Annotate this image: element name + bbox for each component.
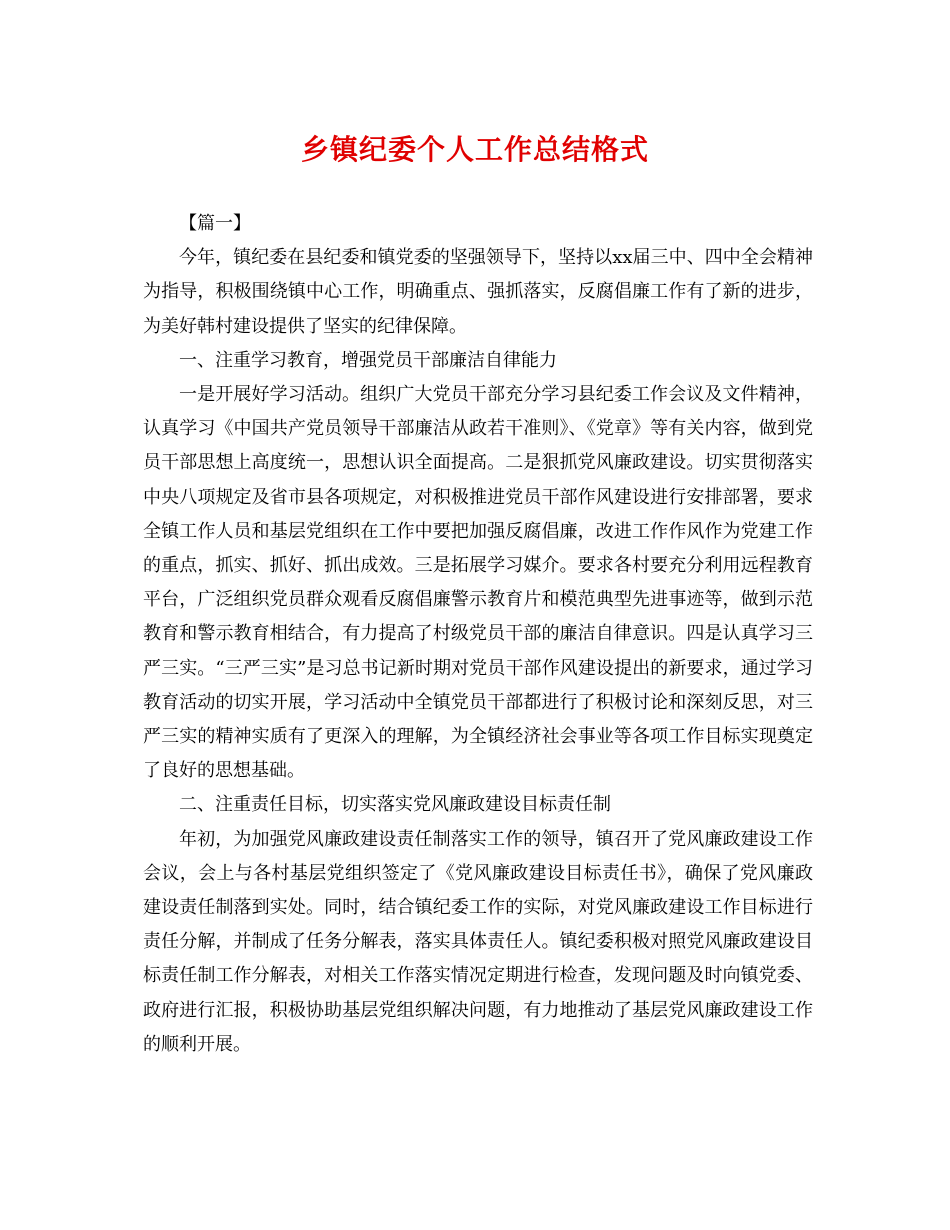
document-title: 乡镇纪委个人工作总结格式: [300, 133, 649, 166]
body-paragraph-1: 一是开展好学习活动。组织广大党员干部充分学习县纪委工作会议及文件精神，认真学习《中国共产党员领导干部廉洁从政若干准则》、《党章》等有关内容，做到党员干部思想上高度统一，思想认识全面提高。二是狠抓党风廉政建设。切实贯彻落实中央八项规定及省市县各项规定，对积极推进党员干部作风建设进行安排部署，要求全镇工作人员和基层党组织在工作中要把加强反腐倡廉，改进工作作风作为党建工作的重点，抓实、抓好、抓出成效。三是拓展学习媒介。要求各村要充分利用远程教育平台，广泛组织党员群众观看反腐倡廉警示教育片和模范典型先进事迹等，做到示范教育和警示教育相结合，有力提高了村级党员干部的廉洁自律意识。四是认真学习三严三实。“三严三实”是习总书记新时期对党员干部作风建设提出的新要求，通过学习教育活动的切实开展，学习活动中全镇党员干部都进行了积极讨论和深刻反思，对三严三实的精神实质有了更深入的理解，为全镇经济社会事业等各项工作目标实现奠定了良好的思想基础。: [143, 384, 813, 782]
section-label: 【篇一】: [179, 213, 251, 234]
section-heading-2: 二、注重责任目标，切实落实党风廉政建设目标责任制: [179, 794, 611, 816]
intro-paragraph: 今年，镇纪委在县纪委和镇党委的坚强领导下，坚持以xx届三中、四中全会精神为指导，积极围绕镇中心工作，明确重点、强抓落实，反腐倡廉工作有了新的进步，为美好韩村建设提供了坚实的纪律保障。: [143, 247, 813, 337]
section-heading-1: 一、注重学习教育，增强党员干部廉洁自律能力: [179, 349, 557, 371]
body-paragraph-2: 年初，为加强党风廉政建设责任制落实工作的领导，镇召开了党风廉政建设工作会议，会上与各村基层党组织签定了《党风廉政建设目标责任书》，确保了党风廉政建设责任制落到实处。同时，结合镇纪委工作的实际，对党风廉政建设工作目标进行责任分解，并制成了任务分解表，落实具体责任人。镇纪委积极对照党风廉政建设目标责任制工作分解表，对相关工作落实情况定期进行检查，发现问题及时向镇党委、政府进行汇报，积极协助基层党组织解决问题，有力地推动了基层党风廉政建设工作的顺利开展。: [143, 828, 813, 1055]
document-body: [143, 207, 813, 1062]
